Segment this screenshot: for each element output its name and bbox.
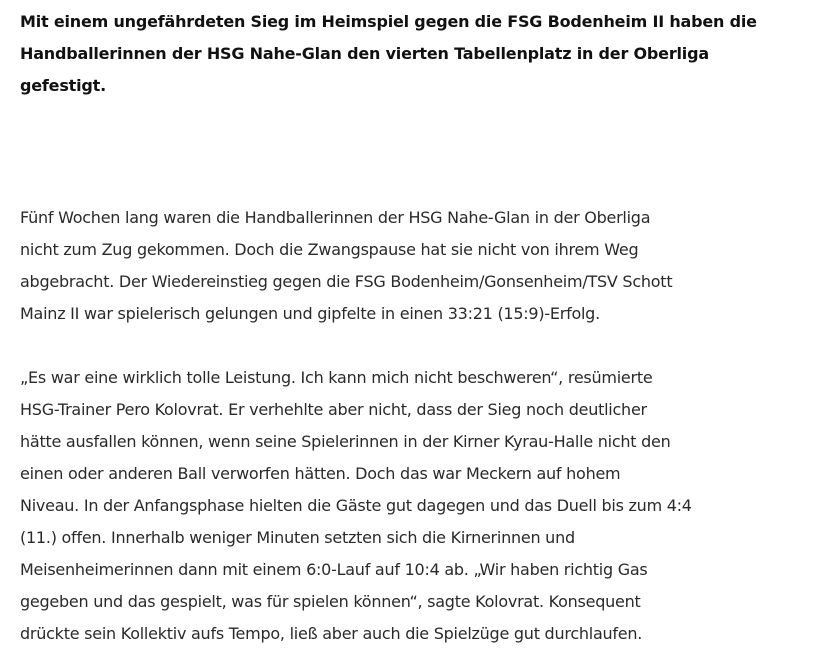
lead-line: Handballerinnen der HSG Nahe-Glan den vierten Tabellenplatz in der Oberliga [20, 44, 709, 63]
article-paragraph-1 [20, 202, 710, 330]
paragraph-line: abgebracht. Der Wiedereinstieg gegen die FSG Bodenheim/Gonsenheim/TSV Schott [20, 272, 673, 291]
paragraph-line: einen oder anderen Ball verworfen hätten. Doch das war Meckern auf hohem [20, 464, 621, 483]
paragraph-line: Fünf Wochen lang waren die Handballerinnen der HSG Nahe-Glan in der Oberliga [20, 208, 651, 227]
paragraph-line: (11.) offen. Innerhalb weniger Minuten setzten sich die Kirnerinnen und [20, 528, 575, 547]
paragraph-line: Meisenheimerinnen dann mit einem 6:0-Lauf auf 10:4 ab. „Wir haben richtig Gas [20, 560, 648, 579]
paragraph-line: „Es war eine wirklich tolle Leistung. Ich kann mich nicht beschweren“, resümierte [20, 368, 653, 387]
paragraph-line: Mainz II war spielerisch gelungen und gipfelte in einen 33:21 (15:9)-Erfolg. [20, 304, 600, 323]
lead-line: Mit einem ungefährdeten Sieg im Heimspiel gegen die FSG Bodenheim II haben die [20, 12, 757, 31]
article-lead [20, 6, 757, 102]
paragraph-line: hätte ausfallen können, wenn seine Spielerinnen in der Kirner Kyrau-Halle nicht den [20, 432, 671, 451]
article-paragraph-2 [20, 362, 710, 650]
article-body [20, 6, 757, 650]
paragraph-line: HSG-Trainer Pero Kolovrat. Er verhehlte aber nicht, dass der Sieg noch deutlicher [20, 400, 647, 419]
paragraph-line: nicht zum Zug gekommen. Doch die Zwangspause hat sie nicht von ihrem Weg [20, 240, 639, 259]
paragraph-line: Niveau. In der Anfangsphase hielten die Gäste gut dagegen und das Duell bis zum 4:4 [20, 496, 692, 515]
paragraph-line: drückte sein Kollektiv aufs Tempo, ließ aber auch die Spielzüge gut durchlaufen. [20, 624, 643, 643]
paragraph-line: gegeben und das gespielt, was für spielen können“, sagte Kolovrat. Konsequent [20, 592, 641, 611]
lead-line: gefestigt. [20, 76, 106, 95]
